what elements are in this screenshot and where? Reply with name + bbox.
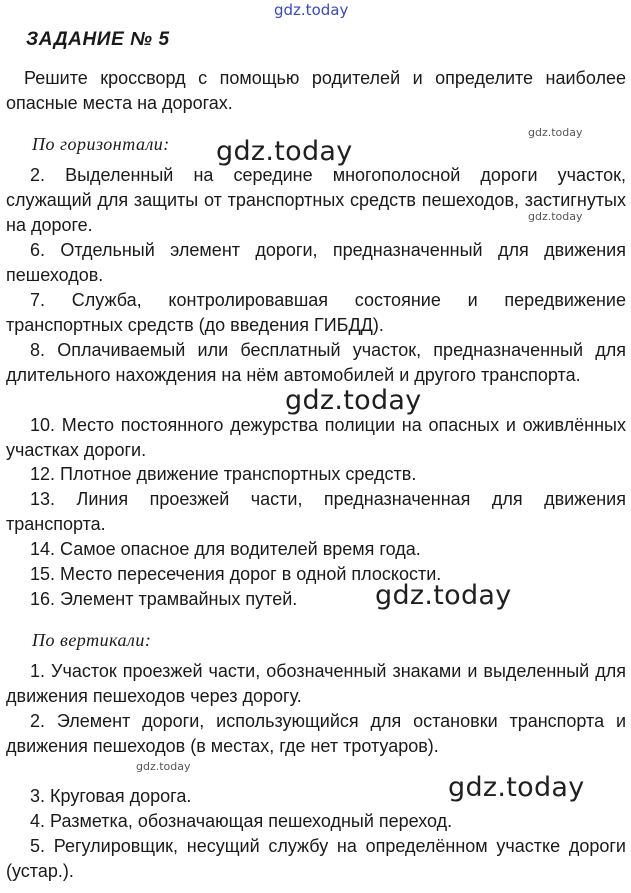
clue-h-15 xyxy=(6,562,626,587)
clue-number: 5. xyxy=(30,836,46,856)
clue-text: Элемент трамвайных путей. xyxy=(60,589,298,609)
clue-text: Участок проезжей части, обозначенный знаками и выделенный для движения пешеходов через дорогу. xyxy=(6,661,626,706)
vertical-heading: По вертикали: xyxy=(32,630,152,650)
clue-text: Регулировщик, несущий службу на определённом участке дороги (устар.). xyxy=(6,836,626,881)
clue-v-1 xyxy=(6,659,626,709)
watermark: gdz.today xyxy=(285,385,422,416)
clue-text: Выделенный на середине многополосной дороги участок, служащий для защиты от транспортных средств пешеходов, застигнутых на дороге. xyxy=(6,165,626,235)
watermark-small: gdz.today xyxy=(136,760,191,773)
watermark: gdz.today xyxy=(448,772,585,803)
watermark-small: gdz.today xyxy=(528,126,583,139)
clue-text: Отдельный элемент дороги, предназначенный для движения пешеходов. xyxy=(6,240,626,285)
task-intro xyxy=(6,66,626,116)
task-intro-text: Решите кроссворд с помощью родителей и определите наиболее опасные места на дорогах. xyxy=(6,68,626,113)
clue-h-13 xyxy=(6,487,626,537)
clue-number: 15. xyxy=(30,564,56,584)
watermark: gdz.today xyxy=(375,580,512,611)
clue-text: Круговая дорога. xyxy=(50,786,192,806)
clue-h-6 xyxy=(6,238,626,288)
clue-number: 3. xyxy=(30,786,46,806)
clue-text: Плотное движение транспортных средств. xyxy=(60,464,417,484)
clue-text: Линия проезжей части, предназначенная для движения транспорта. xyxy=(6,489,626,534)
clue-number: 4. xyxy=(30,811,46,831)
clue-h-16 xyxy=(6,587,626,612)
clue-h-10 xyxy=(6,413,626,463)
clue-number: 1. xyxy=(30,661,46,681)
clue-number: 2. xyxy=(30,711,46,731)
clue-number: 10. xyxy=(30,415,56,435)
clue-v-5 xyxy=(6,834,626,884)
watermark: gdz.today xyxy=(216,136,353,167)
clue-v-2 xyxy=(6,709,626,759)
clue-v-4 xyxy=(6,809,626,834)
clue-number: 6. xyxy=(30,240,46,260)
clue-h-2 xyxy=(6,163,626,238)
clue-h-8 xyxy=(6,338,626,388)
clue-number: 14. xyxy=(30,539,56,559)
clue-text: Место постоянного дежурства полиции на опасных и оживлённых участках дороги. xyxy=(6,415,626,460)
clue-h-14 xyxy=(6,537,626,562)
clue-h-7 xyxy=(6,288,626,338)
clue-number: 8. xyxy=(30,340,46,360)
clue-text: Разметка, обозначающая пешеходный переход. xyxy=(50,811,453,831)
clue-number: 7. xyxy=(30,290,46,310)
clue-h-12 xyxy=(6,462,626,487)
clue-number: 12. xyxy=(30,464,56,484)
clue-text: Служба, контролировавшая состояние и передвижение транспортных средств (до введения ГИБДД). xyxy=(6,290,626,335)
clue-text: Элемент дороги, использующийся для остановки транспорта и движения пешеходов (в местах, где нет тротуаров). xyxy=(6,711,626,756)
horizontal-heading: По горизонтали: xyxy=(32,134,170,154)
clue-number: 16. xyxy=(30,589,56,609)
clue-text: Место пересечения дорог в одной плоскости. xyxy=(60,564,442,584)
clue-text: Самое опасное для водителей время года. xyxy=(60,539,421,559)
watermark-small: gdz.today xyxy=(528,210,583,223)
task-title: ЗАДАНИЕ № 5 xyxy=(26,29,170,50)
clue-number: 2. xyxy=(30,165,46,185)
watermark-top: gdz.today xyxy=(274,1,349,19)
clue-number: 13. xyxy=(30,489,56,509)
clue-text: Оплачиваемый или бесплатный участок, предназначенный для длительного нахождения на нём автомобилей и другого транспорта. xyxy=(6,340,626,385)
